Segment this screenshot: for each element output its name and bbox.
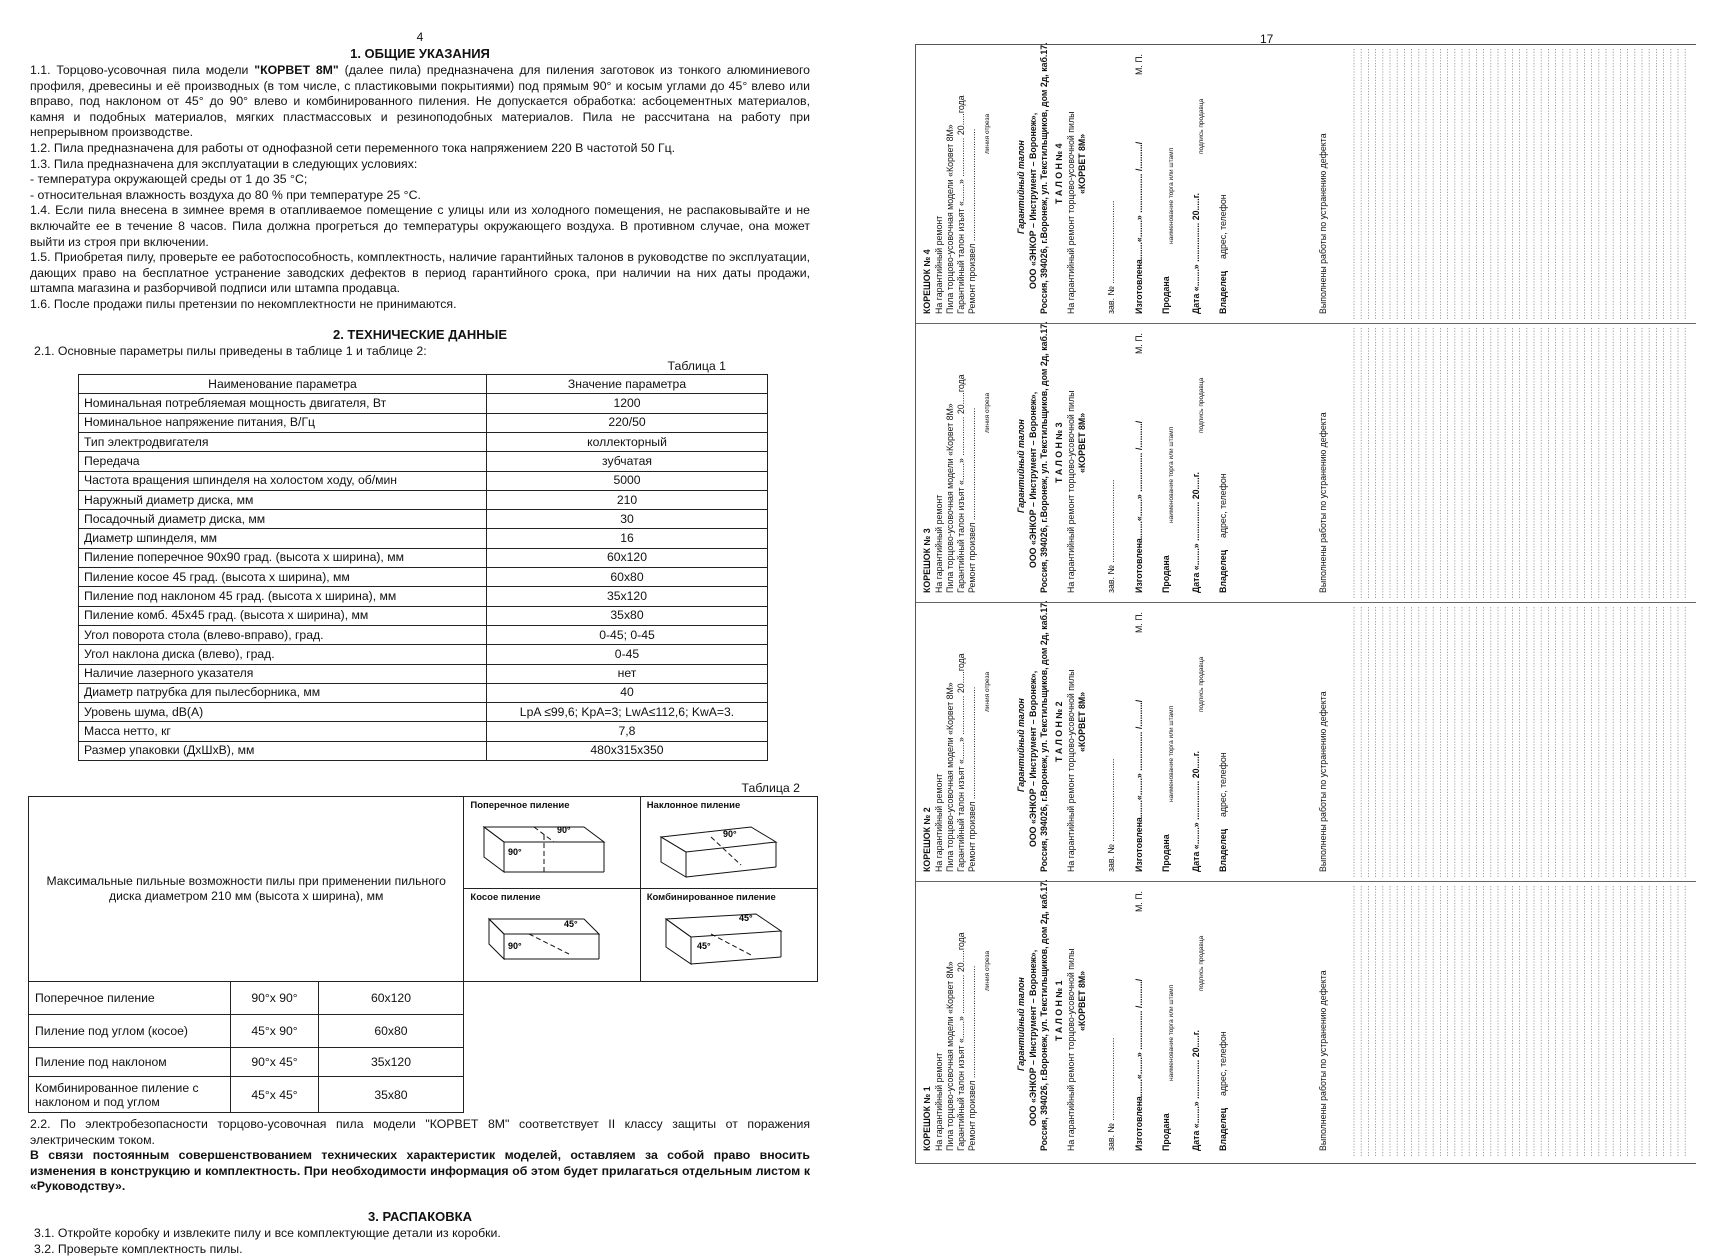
diagram-miter-cut: Косое пиление 45° 90° xyxy=(464,889,640,981)
owner-label: Владелец xyxy=(1218,549,1228,593)
stub-line-1: На гарантийный ремонт xyxy=(934,215,944,314)
cut-line-label: линия отреза xyxy=(984,950,991,991)
paragraph-1-1: 1.1. Торцово-усовочная пила модели "КОРВЕТ 8М" (далее пила) предназначена для пиления заготовок из тонкого алюминиевого профиля, древесины и её производных (в том числе, с пластиковыми покрытиями) под прямым 90° и косым углами до 45° влево или вправо, под наклоном от 45° до 90° влево и комбинированного пиления. Не допускается обработка: асбоцементных материалов, камня и подобных материалов, мягких пластмассовых и резиноподобных материалов. Пила не рассчитана на работу при непрерывном производстве. xyxy=(30,63,810,140)
table2-angle: 45°х 45° xyxy=(231,1077,318,1113)
talon-title: Т А Л О Н № 2 xyxy=(1054,701,1064,762)
table1-param: Пиление косое 45 град. (высота х ширина), мм xyxy=(79,568,487,587)
table1-row xyxy=(79,432,768,451)
table1-param: Размер упаковки (ДхШхВ), мм xyxy=(79,741,487,760)
company-address: Россия, 394026, г.Воронеж, ул. Текстильщиков, дом 2д, каб.17. xyxy=(1039,42,1049,314)
left-page xyxy=(30,30,810,1256)
tilt-cut-drawing xyxy=(641,797,808,889)
stub-line-1: На гарантийный ремонт xyxy=(934,773,944,872)
company-name: ООО «ЭНКОР – Инструмент – Воронеж», xyxy=(1028,112,1038,289)
cut-line-label: линия отреза xyxy=(984,671,991,712)
table2 xyxy=(28,796,818,1113)
table1-value: 7,8 xyxy=(487,722,768,741)
table1-param: Уровень шума, dB(A) xyxy=(79,703,487,722)
diagram-cross-cut: Поперечное пиление 90° 90° xyxy=(464,797,640,889)
warranty-coupons-box xyxy=(915,44,1696,1164)
sold-label: Продана xyxy=(1161,1113,1171,1151)
seller-signature-note: подпись продавца xyxy=(1198,935,1205,991)
stub-line-2: Пила торцово-усовочная модели «Корвет 8М» xyxy=(945,682,955,872)
paragraph-1-3: 1.3. Пила предназначена для эксплуатации в следующих условиях: xyxy=(30,156,418,171)
owner-info: адрес, телефон xyxy=(1218,473,1228,538)
table1-value: нет xyxy=(487,664,768,683)
owner-label: Владелец xyxy=(1218,1107,1228,1151)
paragraph-2-2: 2.2. По электробезопасности торцово-усовочная пила модели "КОРВЕТ 8М" соответствует II классу защиты от поражения электрическим током. xyxy=(30,1117,810,1147)
warranty-title: Гарантийный талон xyxy=(1016,698,1026,792)
serial-number: зав. № .................................. xyxy=(1106,200,1116,314)
seller-signature-note: подпись продавца xyxy=(1198,377,1205,433)
paragraph-1-3-a: - температура окружающей среды от 1 до 35 °С; xyxy=(30,172,308,187)
stub-title: КОРЕШОК № 2 xyxy=(922,807,932,872)
table1-row xyxy=(79,587,768,606)
stamp-label: М. П. xyxy=(1134,891,1144,912)
sold-label: Продана xyxy=(1161,834,1171,872)
stub-line-1: На гарантийный ремонт xyxy=(934,494,944,593)
table1-row xyxy=(79,452,768,471)
table1-param: Посадочный диаметр диска, мм xyxy=(79,510,487,529)
company-address: Россия, 394026, г.Воронеж, ул. Текстильщиков, дом 2д, каб.17. xyxy=(1039,321,1049,593)
stub-line-2: Пила торцово-усовочная модели «Корвет 8М» xyxy=(945,124,955,314)
section3-title: 3. РАСПАКОВКА xyxy=(368,1209,472,1224)
svg-text:90°: 90° xyxy=(557,825,572,836)
paragraph-2-1: 2.1. Основные параметры пилы приведены в таблице 1 и таблице 2: xyxy=(34,343,427,358)
repair-notes-area xyxy=(1346,324,1696,602)
table1-param: Номинальная потребляемая мощность двигателя, Вт xyxy=(79,394,487,413)
table1 xyxy=(78,374,768,761)
table1-value: 35х80 xyxy=(487,606,768,625)
stub-line-4: Ремонт произвел .............................................. xyxy=(967,686,977,872)
sold-label: Продана xyxy=(1161,555,1171,593)
company-name: ООО «ЭНКОР – Инструмент – Воронеж», xyxy=(1028,949,1038,1126)
company-address: Россия, 394026, г.Воронеж, ул. Текстильщиков, дом 2д, каб.17. xyxy=(1039,600,1049,872)
manufacture-date: Изготовлена.......«.......» ................ /........../ xyxy=(1134,978,1144,1151)
table2-capacity: 35х120 xyxy=(318,1048,464,1077)
section1-title: 1. ОБЩИЕ УКАЗАНИЯ xyxy=(350,46,490,61)
seller-signature-note: подпись продавца xyxy=(1198,98,1205,154)
stub-title: КОРЕШОК № 3 xyxy=(922,528,932,593)
page-number-right: 17 xyxy=(1260,32,1274,46)
company-name: ООО «ЭНКОР – Инструмент – Воронеж», xyxy=(1028,670,1038,847)
stub-line-4: Ремонт произвел .............................................. xyxy=(967,407,977,593)
store-stamp-note: наименование торга или штамп xyxy=(1168,147,1175,244)
repair-for: На гарантийный ремонт торцово-усовочной пилы xyxy=(1066,111,1076,314)
model-name: «КОРВЕТ 8М» xyxy=(1077,133,1087,194)
table2-row xyxy=(29,1015,818,1048)
table1-param: Наличие лазерного указателя xyxy=(79,664,487,683)
combo-cut-drawing xyxy=(641,889,808,981)
repair-notes-area xyxy=(1346,882,1696,1160)
table1-param: Диаметр шпинделя, мм xyxy=(79,529,487,548)
table2-capacity: 60х120 xyxy=(318,982,464,1015)
svg-text:90°: 90° xyxy=(508,847,523,858)
warranty-strip xyxy=(916,321,1696,603)
table1-param: Пиление поперечное 90х90 град. (высота х ширина), мм xyxy=(79,548,487,567)
table2-row xyxy=(29,1048,818,1077)
manufacture-date: Изготовлена.......«.......» ................ /........../ xyxy=(1134,420,1144,593)
repair-for: На гарантийный ремонт торцово-усовочной пилы xyxy=(1066,390,1076,593)
talon-title: Т А Л О Н № 3 xyxy=(1054,422,1064,483)
table1-value: 60х80 xyxy=(487,568,768,587)
warranty-title: Гарантийный талон xyxy=(1016,419,1026,513)
table1-row xyxy=(79,722,768,741)
table1-param: Масса нетто, кг xyxy=(79,722,487,741)
talon-title: Т А Л О Н № 4 xyxy=(1054,143,1064,204)
diagram-tilt-cut: Наклонное пиление 90° xyxy=(641,797,817,889)
table1-param: Номинальное напряжение питания, В/Гц xyxy=(79,413,487,432)
table1-header-value: Значение параметра xyxy=(487,375,768,394)
bold-note: В связи постоянным совершенствованием технических характеристик моделей, оставляем за собой право вносить изменения в конструкцию и комплектность. При необходимости информация об этом будет прилагаться отдельным листом к «Руководству». xyxy=(30,1148,810,1194)
store-stamp-note: наименование торга или штамп xyxy=(1168,984,1175,1081)
table1-header-param: Наименование параметра xyxy=(79,375,487,394)
manufacture-date: Изготовлена.......«.......» ................ /........../ xyxy=(1134,141,1144,314)
store-stamp-note: наименование торга или штамп xyxy=(1168,705,1175,802)
table1-row xyxy=(79,394,768,413)
table1-row xyxy=(79,645,768,664)
table2-angle: 90°х 90° xyxy=(231,982,318,1015)
table1-row xyxy=(79,548,768,567)
table1-row xyxy=(79,625,768,644)
sale-date: Дата «.......» ................ 20.....г. xyxy=(1191,1030,1201,1151)
diagram-cell xyxy=(464,797,818,982)
warranty-strip xyxy=(916,879,1696,1160)
stub-line-4: Ремонт произвел .............................................. xyxy=(967,965,977,1151)
repair-for: На гарантийный ремонт торцово-усовочной пилы xyxy=(1066,669,1076,872)
stub-title: КОРЕШОК № 4 xyxy=(922,249,932,314)
table2-row xyxy=(29,1077,818,1113)
stub-line-1: На гарантийный ремонт xyxy=(934,1052,944,1151)
table1-value: 60х120 xyxy=(487,548,768,567)
table1-value: 35х120 xyxy=(487,587,768,606)
talon-title: Т А Л О Н № 1 xyxy=(1054,980,1064,1041)
table1-value: 30 xyxy=(487,510,768,529)
table1-caption: Таблица 1 xyxy=(667,359,726,374)
warranty-strip xyxy=(916,600,1696,882)
svg-text:90°: 90° xyxy=(722,829,737,840)
repair-for: На гарантийный ремонт торцово-усовочной пилы xyxy=(1066,948,1076,1151)
table1-value: коллекторный xyxy=(487,432,768,451)
table1-value: 40 xyxy=(487,683,768,702)
stamp-label: М. П. xyxy=(1134,612,1144,633)
stub-line-3: Гарантийный талон изъят «.......» ................ 20.....года xyxy=(956,932,966,1151)
sold-label: Продана xyxy=(1161,276,1171,314)
paragraph-1-4: 1.4. Если пила внесена в зимнее время в отапливаемое помещение с улицы или из холодного помещения, не распаковывайте и не включайте ее в течение 8 часов. Пила должна прогреться до температуры окружающего воздуха. В противном случае, она может выйти из строя при включении. xyxy=(30,203,810,249)
paragraph-1-2: 1.2. Пила предназначена для работы от однофазной сети переменного тока напряжением 220 В частотой 50 Гц. xyxy=(30,140,676,155)
model-name: «КОРВЕТ 8М» xyxy=(1077,691,1087,752)
work-done-label: Выполнены работы по устранению дефекта xyxy=(1318,133,1328,314)
table1-param: Частота вращения шпинделя на холостом ходу, об/мин xyxy=(79,471,487,490)
warranty-strip xyxy=(916,42,1696,324)
svg-text:45°: 45° xyxy=(564,919,579,930)
owner-info: адрес, телефон xyxy=(1218,194,1228,259)
table1-value: 16 xyxy=(487,529,768,548)
table1-value: зубчатая xyxy=(487,452,768,471)
store-stamp-note: наименование торга или штамп xyxy=(1168,426,1175,523)
stub-line-3: Гарантийный талон изъят «.......» ................ 20.....года xyxy=(956,374,966,593)
table1-row xyxy=(79,529,768,548)
table1-row xyxy=(79,741,768,760)
stub-line-3: Гарантийный талон изъят «.......» ................ 20.....года xyxy=(956,95,966,314)
work-done-label: Выполнены работы по устранению дефекта xyxy=(1318,970,1328,1151)
table1-param: Пиление под наклоном 45 град. (высота х ширина), мм xyxy=(79,587,487,606)
table1-row xyxy=(79,471,768,490)
model-name: «КОРВЕТ 8М» xyxy=(1077,412,1087,473)
table1-param: Тип электродвигателя xyxy=(79,432,487,451)
cut-line-label: линия отреза xyxy=(984,392,991,433)
table2-caption: Таблица 2 xyxy=(741,781,800,796)
stamp-label: М. П. xyxy=(1134,333,1144,354)
model-name: «КОРВЕТ 8М» xyxy=(1077,970,1087,1031)
table2-cut-type: Пиление под наклоном xyxy=(29,1048,231,1077)
table1-param: Угол поворота стола (влево-вправо), град. xyxy=(79,625,487,644)
work-done-label: Выполнены работы по устранению дефекта xyxy=(1318,412,1328,593)
table1-value: 210 xyxy=(487,490,768,509)
stub-line-2: Пила торцово-усовочная модели «Корвет 8М» xyxy=(945,961,955,1151)
table1-value: 1200 xyxy=(487,394,768,413)
table2-capacity: 35х80 xyxy=(318,1077,464,1113)
table2-cut-type: Пиление под углом (косое) xyxy=(29,1015,231,1048)
sale-date: Дата «.......» ................ 20.....г. xyxy=(1191,193,1201,314)
manufacture-date: Изготовлена.......«.......» ................ /........../ xyxy=(1134,699,1144,872)
table1-row xyxy=(79,568,768,587)
svg-text:90°: 90° xyxy=(508,941,523,952)
table1-value: 220/50 xyxy=(487,413,768,432)
stub-line-2: Пила торцово-усовочная модели «Корвет 8М» xyxy=(945,403,955,593)
work-done-label: Выполнены работы по устранению дефекта xyxy=(1318,691,1328,872)
paragraph-3-1: 3.1. Откройте коробку и извлеките пилу и все комплектующие детали из коробки. xyxy=(34,1226,501,1240)
warranty-title: Гарантийный талон xyxy=(1016,140,1026,234)
paragraph-3-2: 3.2. Проверьте комплектность пилы. xyxy=(34,1241,243,1256)
table1-value: 0-45; 0-45 xyxy=(487,625,768,644)
table1-row xyxy=(79,413,768,432)
table1-param: Наружный диаметр диска, мм xyxy=(79,490,487,509)
warranty-title: Гарантийный талон xyxy=(1016,977,1026,1071)
page-number-left: 4 xyxy=(416,30,424,44)
serial-number: зав. № .................................. xyxy=(1106,758,1116,872)
sale-date: Дата «.......» ................ 20.....г. xyxy=(1191,472,1201,593)
table2-header: Максимальные пильные возможности пилы при применении пильного диска диаметром 210 мм (высота х ширина), мм xyxy=(29,797,464,982)
cut-line-label: линия отреза xyxy=(984,113,991,154)
table1-value: LpA ≤99,6; KpA=3; LwA≤112,6; KwA=3. xyxy=(487,703,768,722)
svg-text:45°: 45° xyxy=(738,913,753,924)
table2-capacity: 60х80 xyxy=(318,1015,464,1048)
owner-label: Владелец xyxy=(1218,270,1228,314)
table1-value: 0-45 xyxy=(487,645,768,664)
stamp-label: М. П. xyxy=(1134,54,1144,75)
table1-row xyxy=(79,606,768,625)
serial-number: зав. № .................................. xyxy=(1106,479,1116,593)
stub-title: КОРЕШОК № 1 xyxy=(922,1086,932,1151)
table1-row xyxy=(79,703,768,722)
cross-cut-drawing xyxy=(464,797,631,889)
serial-number: зав. № .................................. xyxy=(1106,1037,1116,1151)
repair-notes-area xyxy=(1346,603,1696,881)
table1-param: Диаметр патрубка для пылесборника, мм xyxy=(79,683,487,702)
table1-param: Угол наклона диска (влево), град. xyxy=(79,645,487,664)
paragraph-1-3-b: - относительная влажность воздуха до 80 % при температуре 25 °С. xyxy=(30,187,421,202)
table1-row xyxy=(79,490,768,509)
miter-cut-drawing xyxy=(464,889,631,981)
stub-line-3: Гарантийный талон изъят «.......» ................ 20.....года xyxy=(956,653,966,872)
owner-label: Владелец xyxy=(1218,828,1228,872)
table1-param: Передача xyxy=(79,452,487,471)
sale-date: Дата «.......» ................ 20.....г. xyxy=(1191,751,1201,872)
table2-cut-type: Поперечное пиление xyxy=(29,982,231,1015)
table2-angle: 90°х 45° xyxy=(231,1048,318,1077)
table2-row xyxy=(29,982,818,1015)
section2-title: 2. ТЕХНИЧЕСКИЕ ДАННЫЕ xyxy=(332,326,508,342)
diagram-combo-cut: Комбинированное пиление 45° 45° xyxy=(641,889,817,981)
stub-line-4: Ремонт произвел .............................................. xyxy=(967,128,977,314)
repair-notes-area xyxy=(1346,45,1696,323)
paragraph-1-6: 1.6. После продажи пилы претензии по некомплектности не принимаются. xyxy=(30,296,457,311)
table1-row xyxy=(79,683,768,702)
company-name: ООО «ЭНКОР – Инструмент – Воронеж», xyxy=(1028,391,1038,568)
table2-cut-type: Комбинированное пиление с наклоном и под углом xyxy=(29,1077,231,1113)
table1-row xyxy=(79,510,768,529)
table1-value: 480х315х350 xyxy=(487,741,768,760)
company-address: Россия, 394026, г.Воронеж, ул. Текстильщиков, дом 2д, каб.17. xyxy=(1039,879,1049,1151)
owner-info: адрес, телефон xyxy=(1218,1031,1228,1096)
right-page xyxy=(915,30,1700,1170)
table1-value: 5000 xyxy=(487,471,768,490)
svg-text:45°: 45° xyxy=(696,941,711,952)
table1-param: Пиление комб. 45х45 град. (высота х ширина), мм xyxy=(79,606,487,625)
seller-signature-note: подпись продавца xyxy=(1198,656,1205,712)
owner-info: адрес, телефон xyxy=(1218,752,1228,817)
paragraph-1-5: 1.5. Приобретая пилу, проверьте ее работоспособность, комплектность, наличие гарантийных талонов в руководстве по эксплуатации, дающих право на бесплатное устранение заводских дефектов в период гарантийного срока, при наличии на них даты продажи, штампа магазина и разборчивой подписи или штампа продавца. xyxy=(30,250,810,296)
table2-angle: 45°х 90° xyxy=(231,1015,318,1048)
table1-row xyxy=(79,664,768,683)
